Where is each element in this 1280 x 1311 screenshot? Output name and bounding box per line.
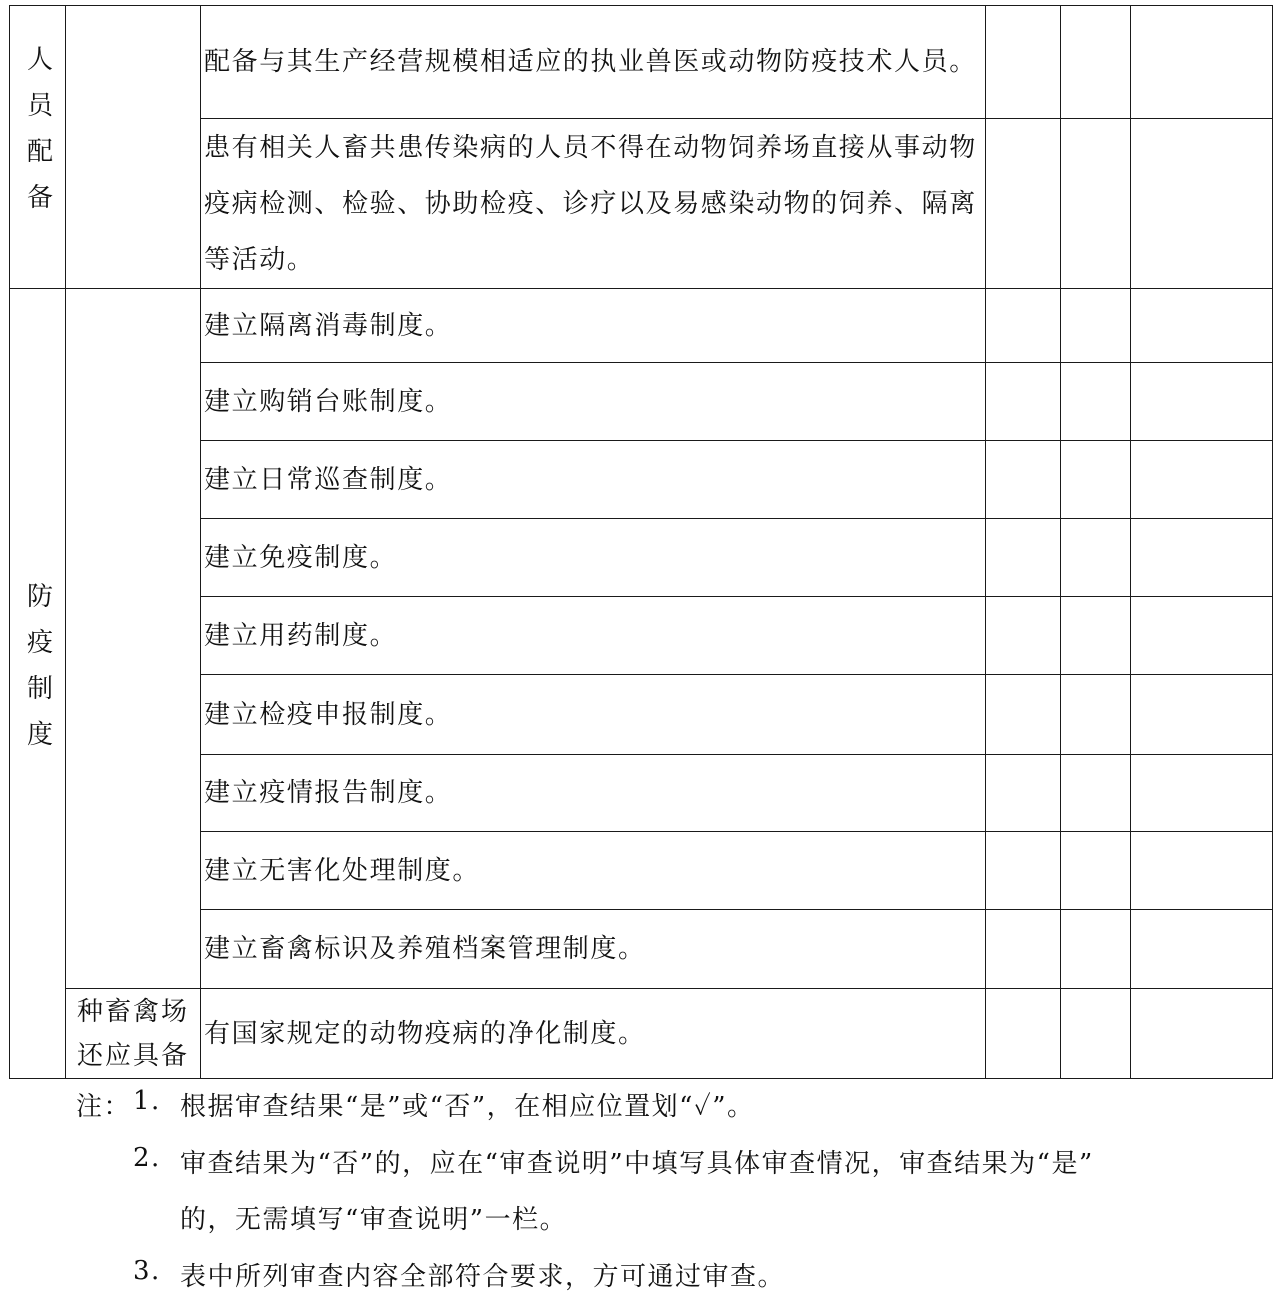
result-yes-cell[interactable] (986, 441, 1061, 519)
result-yes-cell[interactable] (986, 363, 1061, 441)
result-no-cell[interactable] (1061, 832, 1131, 910)
notes-prefix: 注： (76, 1092, 132, 1122)
note-text: 表中所列审查内容全部符合要求，方可通过审查。 (180, 1262, 786, 1292)
review-notes-cell[interactable] (1131, 289, 1273, 363)
result-yes-cell[interactable] (986, 910, 1061, 989)
category-cell-staffing (10, 6, 66, 289)
requirement-cell: 建立免疫制度。 (201, 519, 986, 597)
result-yes-cell[interactable] (986, 597, 1061, 675)
review-table (9, 5, 1273, 1079)
requirement-cell: 建立用药制度。 (201, 597, 986, 675)
requirement-cell: 建立日常巡查制度。 (201, 441, 986, 519)
note-number: 2. (133, 1143, 161, 1173)
category-cell-epidemic-prevention (10, 289, 66, 1079)
result-no-cell[interactable] (1061, 910, 1131, 989)
requirement-cell: 建立检疫申报制度。 (201, 675, 986, 755)
result-no-cell[interactable] (1061, 989, 1131, 1079)
review-notes-cell[interactable] (1131, 755, 1273, 832)
requirement-cell: 建立隔离消毒制度。 (201, 289, 986, 363)
subcategory-cell (66, 289, 201, 989)
requirement-cell: 建立无害化处理制度。 (201, 832, 986, 910)
result-no-cell[interactable] (1061, 597, 1131, 675)
review-notes-cell[interactable] (1131, 519, 1273, 597)
requirement-cell: 患有相关人畜共患传染病的人员不得在动物饲养场直接从事动物疫病检测、检验、协助检疫、诊疗以及易感染动物的饲养、隔离等活动。 (201, 119, 986, 289)
result-no-cell[interactable] (1061, 119, 1131, 289)
review-notes-cell[interactable] (1131, 441, 1273, 519)
result-no-cell[interactable] (1061, 441, 1131, 519)
table-row (10, 289, 1273, 363)
result-yes-cell[interactable] (986, 119, 1061, 289)
result-yes-cell[interactable] (986, 519, 1061, 597)
requirement-cell: 建立购销台账制度。 (201, 363, 986, 441)
category-label: 人员配备 (22, 45, 53, 229)
result-yes-cell[interactable] (986, 289, 1061, 363)
requirement-cell: 建立疫情报告制度。 (201, 755, 986, 832)
result-no-cell[interactable] (1061, 363, 1131, 441)
review-notes-cell[interactable] (1131, 675, 1273, 755)
requirement-cell: 配备与其生产经营规模相适应的执业兽医或动物防疫技术人员。 (201, 6, 986, 119)
review-notes-cell[interactable] (1131, 363, 1273, 441)
note-text-continued: 的，无需填写“审查说明”一栏。 (180, 1205, 568, 1235)
category-label: 防疫制度 (22, 581, 53, 766)
subcategory-cell (66, 6, 201, 289)
note-text: 审查结果为“否”的，应在“审查说明”中填写具体审查情况，审查结果为“是” (180, 1149, 1094, 1179)
review-notes-cell[interactable] (1131, 119, 1273, 289)
result-no-cell[interactable] (1061, 519, 1131, 597)
note-number: 3. (133, 1256, 161, 1286)
review-notes-cell[interactable] (1131, 597, 1273, 675)
result-yes-cell[interactable] (986, 755, 1061, 832)
result-no-cell[interactable] (1061, 675, 1131, 755)
result-yes-cell[interactable] (986, 6, 1061, 119)
result-no-cell[interactable] (1061, 755, 1131, 832)
subcategory-cell-breeding-farm: 种畜禽场还应具备 (66, 989, 201, 1079)
result-no-cell[interactable] (1061, 289, 1131, 363)
result-yes-cell[interactable] (986, 832, 1061, 910)
table-row (10, 989, 1273, 1079)
table-row (10, 6, 1273, 119)
review-notes-cell[interactable] (1131, 6, 1273, 119)
review-notes-cell[interactable] (1131, 832, 1273, 910)
review-notes-cell[interactable] (1131, 989, 1273, 1079)
result-yes-cell[interactable] (986, 989, 1061, 1079)
requirement-cell: 有国家规定的动物疫病的净化制度。 (201, 989, 986, 1079)
result-no-cell[interactable] (1061, 6, 1131, 119)
result-yes-cell[interactable] (986, 675, 1061, 755)
note-number: 1. (133, 1086, 161, 1116)
requirement-cell: 建立畜禽标识及养殖档案管理制度。 (201, 910, 986, 989)
review-notes-cell[interactable] (1131, 910, 1273, 989)
note-text: 根据审查结果“是”或“否”，在相应位置划“✓”。 (180, 1092, 755, 1122)
